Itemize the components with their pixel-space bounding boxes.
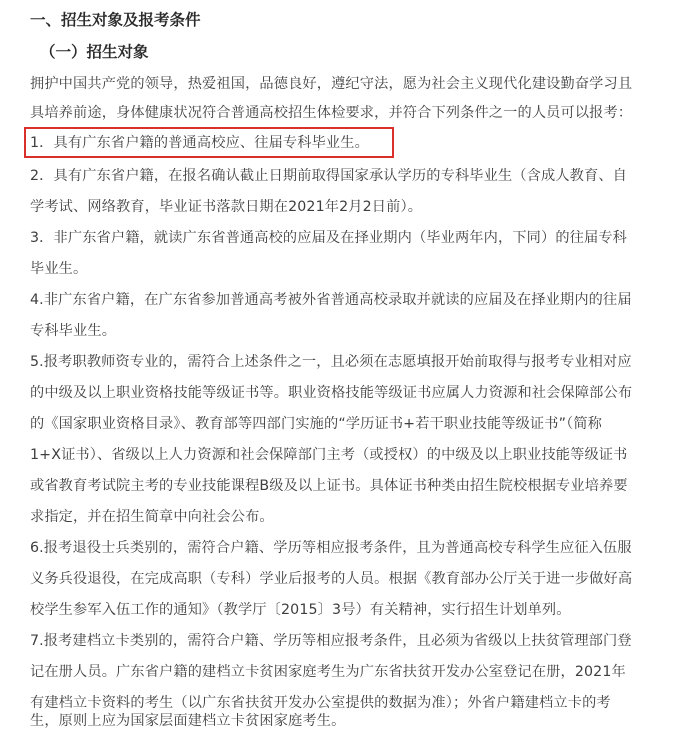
text-line: 生，原则上应为国家层面建档立卡贫困家庭考生。 — [30, 713, 346, 729]
text-line: 记在册人员。广东省户籍的建档立卡贫困家庭考生为广东省扶贫开发办公室登记在册，2021年 — [30, 664, 626, 680]
text-line: 1+X证书）、省级以上人力资源和社会保障部门主考（或授权）的中级及以上职业技能等级证书 — [30, 447, 628, 463]
text-line: 求指定，并在招生简章中向社会公布。 — [30, 509, 274, 525]
section-subheading: （一）招生对象 — [40, 43, 149, 61]
text-line: 校学生参军入伍工作的通知》（教学厅〔2015〕3号）有关精神，实行招生计划单列。 — [30, 602, 571, 618]
highlight-box — [24, 127, 394, 158]
text-line: 2．具有广东省户籍，在报名确认截止日期前取得国家承认学历的专科毕业生（含成人教育、自 — [30, 168, 628, 184]
text-line: 7.报考建档立卡类别的，需符合户籍、学历等相应报考条件，且必须为省级以上扶贫管理部门登 — [30, 633, 632, 649]
text-line: 6.报考退役士兵类别的，需符合户籍、学历等相应报考条件，且为普通高校专科学生应征入伍服 — [30, 540, 632, 556]
text-line: 毕业生。 — [30, 261, 88, 277]
text-line: 学考试、网络教育，毕业证书落款日期在2021年2月2日前）。 — [30, 199, 423, 215]
text-line: 的《国家职业资格目录》、教育部等四部门实施的“学历证书+若干职业技能等级证书”（简称 — [30, 416, 603, 432]
text-line: 有建档立卡资料的考生（以广东省扶贫开发办公室提供的数据为准）；外省户籍建档立卡的考 — [30, 695, 611, 711]
text-line: 专科毕业生。 — [30, 323, 117, 339]
text-line: 拥护中国共产党的领导，热爱祖国，品德良好，遵纪守法，愿为社会主义现代化建设勤奋学习且 — [30, 76, 633, 92]
text-line: 1．具有广东省户籍的普通高校应、往届专科毕业生。 — [30, 135, 369, 151]
text-line: 具培养前途，身体健康状况符合普通高校招生体检要求，并符合下列条件之一的人员可以报考： — [30, 105, 633, 121]
text-line: 义务兵役退役，在完成高职（专科）学业后报考的人员。根据《教育部办公厅关于进一步做好高 — [30, 571, 633, 587]
section-heading: 一、招生对象及报考条件 — [30, 11, 201, 29]
text-line: 或省教育考试院主考的专业技能课程B级及以上证书。具体证书种类由招生院校根据专业培养要 — [30, 478, 628, 494]
text-line: 4.非广东省户籍，在广东省参加普通高考被外省普通高校录取并就读的应届及在择业期内的往届 — [30, 292, 632, 308]
text-line: 的中级及以上职业资格技能等级证书等。职业资格技能等级证书应属人力资源和社会保障部公布 — [30, 385, 633, 401]
text-line: 5.报考职教师资专业的，需符合上述条件之一，且必须在志愿填报开始前取得与报考专业相对应 — [30, 354, 632, 370]
text-line: 3．非广东省户籍，就读广东省普通高校的应届及在择业期内（毕业两年内，下同）的往届专科 — [30, 230, 628, 246]
